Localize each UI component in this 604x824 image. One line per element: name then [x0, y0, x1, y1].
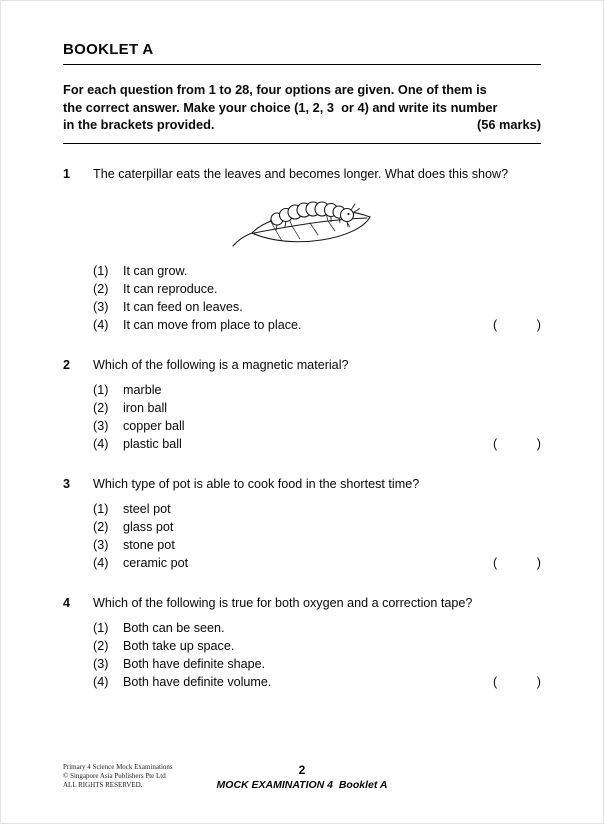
question-4 [63, 595, 541, 692]
bracket-close: ) [536, 317, 541, 332]
bracket-close: ) [536, 436, 541, 451]
option-row [93, 555, 541, 571]
question-number: 3 [63, 476, 71, 491]
option-label: (3) [93, 537, 109, 552]
option-text: steel pot [123, 501, 171, 516]
option-text: Both take up space. [123, 638, 235, 653]
option-row [93, 281, 541, 297]
option-label: (2) [93, 519, 109, 534]
option-label: (4) [93, 317, 109, 332]
bracket-close: ) [536, 674, 541, 689]
publisher-line: ALL RIGHTS RESERVED. [63, 781, 143, 789]
option-row [93, 400, 541, 416]
options-list [93, 382, 541, 452]
option-label: (2) [93, 638, 109, 653]
option-text: marble [123, 382, 162, 397]
instructions-block [63, 81, 541, 134]
question-number: 1 [63, 166, 71, 181]
question-text: Which type of pot is able to cook food in the shortest time? [93, 476, 420, 491]
option-row [93, 501, 541, 517]
marks-label: (56 marks) [476, 117, 541, 132]
page-footer [63, 762, 541, 796]
option-label: (4) [93, 674, 109, 689]
question-number: 4 [63, 595, 71, 610]
option-row [93, 263, 541, 279]
option-label: (3) [93, 418, 109, 433]
option-row [93, 418, 541, 434]
answer-brackets [493, 317, 541, 333]
option-text: plastic ball [123, 436, 182, 451]
option-label: (1) [93, 263, 109, 278]
question-text: The caterpillar eats the leaves and becomes longer. What does this show? [93, 166, 509, 181]
option-row [93, 436, 541, 452]
caterpillar-leaf-svg [230, 189, 380, 251]
caterpillar-on-leaf-illustration [93, 189, 517, 254]
option-row [93, 317, 541, 333]
question-2 [63, 357, 541, 454]
bracket-open: ( [493, 317, 498, 332]
option-text: glass pot [123, 519, 174, 534]
page-number: 2 [298, 763, 306, 777]
option-text: Both can be seen. [123, 620, 225, 635]
option-label: (1) [93, 501, 109, 516]
option-text: Both have definite shape. [123, 656, 266, 671]
instructions-line: in the brackets provided. [63, 117, 215, 132]
answer-brackets [493, 436, 541, 452]
option-row [93, 537, 541, 553]
option-row [93, 299, 541, 315]
option-text: It can grow. [123, 263, 188, 278]
options-list [93, 620, 541, 690]
option-text: copper ball [123, 418, 185, 433]
section-divider [63, 143, 541, 144]
option-label: (3) [93, 656, 109, 671]
bracket-open: ( [493, 674, 498, 689]
option-text: It can move from place to place. [123, 317, 302, 332]
option-label: (3) [93, 299, 109, 314]
option-label: (2) [93, 281, 109, 296]
option-text: stone pot [123, 537, 175, 552]
option-text: iron ball [123, 400, 168, 415]
option-text: ceramic pot [123, 555, 189, 570]
bracket-close: ) [536, 555, 541, 570]
option-row [93, 674, 541, 690]
booklet-title: BOOKLET A [63, 41, 541, 65]
bracket-open: ( [493, 555, 498, 570]
option-row [93, 519, 541, 535]
question-text: Which of the following is a magnetic material? [93, 357, 349, 372]
option-row [93, 620, 541, 636]
option-label: (4) [93, 436, 109, 451]
instructions-line: For each question from 1 to 28, four options are given. One of them is [63, 82, 487, 97]
publisher-info [63, 763, 173, 790]
publisher-line: Primary 4 Science Mock Examinations [63, 763, 173, 771]
option-row [93, 656, 541, 672]
questions-section [63, 166, 541, 692]
option-row [93, 382, 541, 398]
option-label: (2) [93, 400, 109, 415]
option-label: (1) [93, 382, 109, 397]
option-row [93, 638, 541, 654]
question-number: 2 [63, 357, 71, 372]
instructions-line: the correct answer. Make your choice (1, 2, 3 or 4) and write its number [63, 99, 498, 115]
question-3 [63, 476, 541, 573]
answer-brackets [493, 674, 541, 690]
options-list [93, 501, 541, 571]
option-label: (4) [93, 555, 109, 570]
option-text: Both have definite volume. [123, 674, 272, 689]
option-label: (1) [93, 620, 109, 635]
option-text: It can reproduce. [123, 281, 218, 296]
question-text: Which of the following is true for both oxygen and a correction tape? [93, 595, 473, 610]
bracket-open: ( [493, 436, 498, 451]
exam-label: MOCK EXAMINATION 4 Booklet A [216, 779, 388, 791]
option-text: It can feed on leaves. [123, 299, 243, 314]
answer-brackets [493, 555, 541, 571]
question-1 [63, 166, 541, 335]
options-list [93, 263, 541, 333]
publisher-line: © Singapore Asia Publishers Pte Ltd [63, 772, 166, 780]
